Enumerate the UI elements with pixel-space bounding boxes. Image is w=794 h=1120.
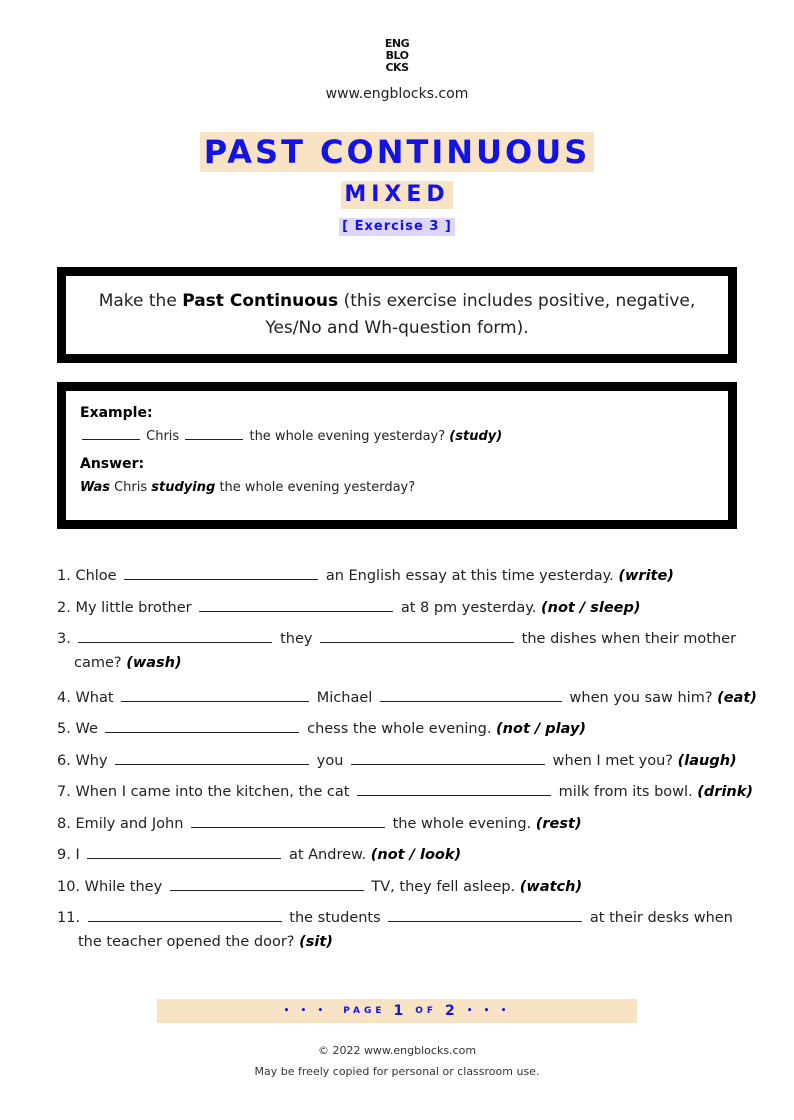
answer-blank <box>82 429 140 440</box>
question-2: 2. My little brother at 8 pm yesterday. (not / sleep) <box>57 597 747 616</box>
question-11: 11. the students at their desks when the teacher opened the door? (sit) <box>57 907 747 950</box>
answer-blank[interactable] <box>170 876 364 891</box>
answer-blank[interactable] <box>388 907 582 922</box>
question-8: 8. Emily and John the whole evening. (rest) <box>57 813 747 832</box>
answer-blank[interactable] <box>87 844 281 859</box>
answer-blank <box>185 429 243 440</box>
logo-line: CKS <box>385 61 409 74</box>
engblocks-logo <box>379 38 415 74</box>
answer-blank[interactable] <box>124 565 318 580</box>
answer-blank[interactable] <box>199 597 393 612</box>
instructions-box <box>57 267 737 363</box>
exercise-number: [ Exercise 3 ] <box>339 218 455 236</box>
logo-line: BLO <box>385 49 409 62</box>
answer-blank[interactable] <box>380 687 562 702</box>
question-6: 6. Why you when I met you? (laugh) <box>57 750 747 769</box>
page-subtitle: MIXED <box>341 181 452 209</box>
copyright: © 2022 www.engblocks.com <box>317 1044 477 1057</box>
answer-blank[interactable] <box>191 813 385 828</box>
page-number: 1 <box>393 1003 408 1019</box>
answer-blank[interactable] <box>351 750 545 765</box>
answer-blank[interactable] <box>88 907 282 922</box>
example-label: Example: <box>80 405 153 421</box>
question-3: 3. they the dishes when their mother came? (wash) <box>57 628 747 671</box>
example-sentence: Chris the whole evening yesterday? (study) <box>80 429 714 444</box>
question-9: 9. I at Andrew. (not / look) <box>57 844 747 863</box>
answer-label: Answer: <box>80 456 145 472</box>
answer-blank[interactable] <box>320 628 514 643</box>
question-7: 7. When I came into the kitchen, the cat milk from its bowl. (drink) <box>57 781 747 800</box>
answer-blank[interactable] <box>121 687 309 702</box>
usage-note: May be freely copied for personal or classroom use. <box>254 1065 540 1078</box>
answer-blank[interactable] <box>115 750 309 765</box>
page-indicator: • • • PAGE 1 OF 2 • • • <box>157 999 637 1023</box>
example-box <box>57 382 737 529</box>
question-1: 1. Chloe an English essay at this time yesterday. (write) <box>57 565 747 584</box>
answer-blank[interactable] <box>78 628 272 643</box>
question-10: 10. While they TV, they fell asleep. (watch) <box>57 876 747 895</box>
question-4: 4. What Michael when you saw him? (eat) <box>57 687 747 706</box>
page-title: PAST CONTINUOUS <box>200 132 595 172</box>
instructions-text: Make the Past Continuous (this exercise includes positive, negative, Yes/No and Wh-question form). <box>98 291 696 338</box>
example-answer: Was Chris studying the whole evening yesterday? <box>80 480 416 495</box>
answer-blank[interactable] <box>357 781 551 796</box>
logo-line: ENG <box>384 37 410 50</box>
answer-blank[interactable] <box>105 718 299 733</box>
page-total: 2 <box>445 1003 459 1019</box>
question-5: 5. We chess the whole evening. (not / play) <box>57 718 747 737</box>
site-url: www.engblocks.com <box>325 86 469 102</box>
